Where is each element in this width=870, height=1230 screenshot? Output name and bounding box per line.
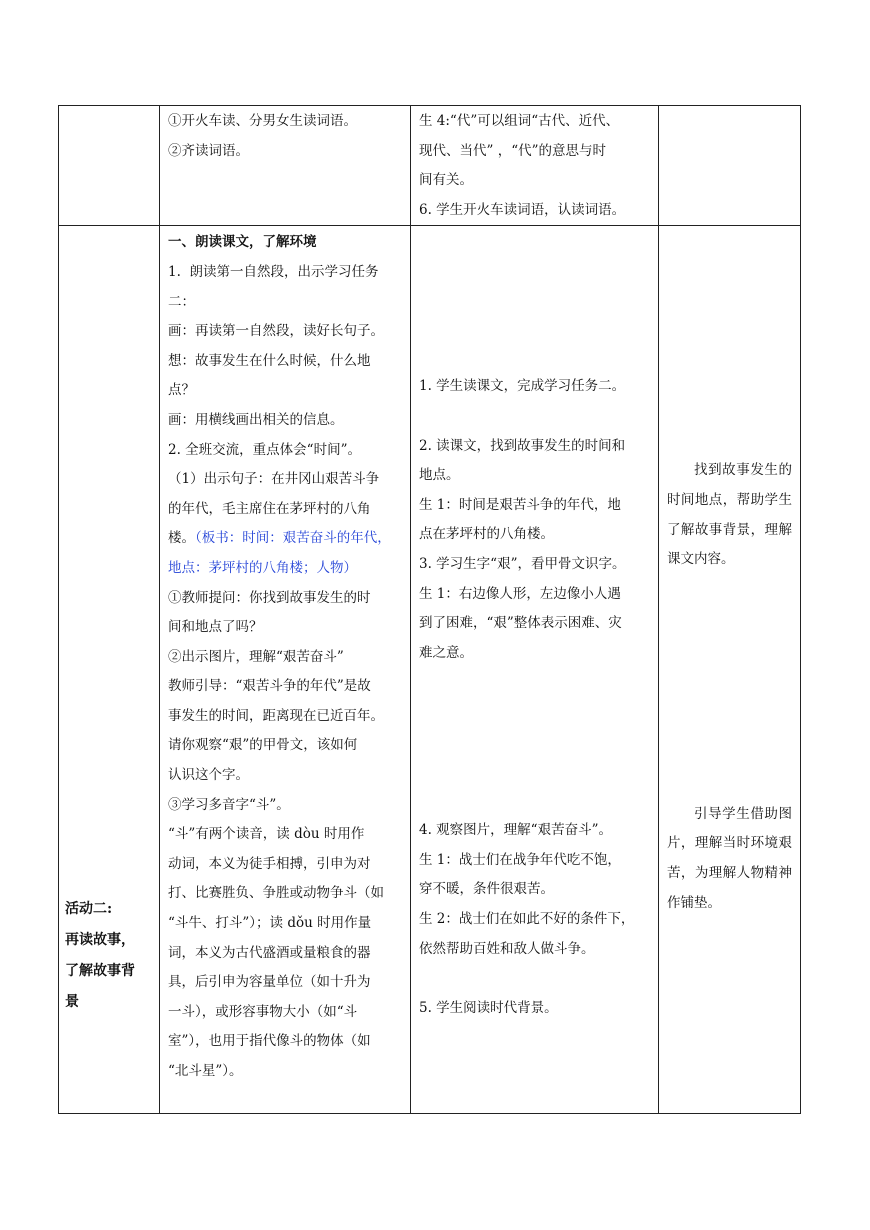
text-line: 5. 学生阅读时代背景。 [419,999,558,1016]
text-line: 想：故事发生在什么时候，什么地 [168,352,371,369]
text-line: 到了困难，“艰”整体表示困难、灾 [419,615,622,632]
text-line: 1. 学生读课文，完成学习任务二。 [419,378,626,395]
text-line: 生 1：右边像人形，左边像小人遇 [419,585,621,602]
text-line: ②齐读词语。 [168,142,249,159]
student-activity-cell [411,226,659,1114]
text-line: 间有关。 [419,172,473,189]
text-line: 1. 朗读第一自然段，出示学习任务 [168,263,379,280]
text-line [168,524,403,554]
text-line: ③学习多音字“斗”。 [168,796,290,813]
text-line: 生 1：时间是艰苦斗争的年代，地 [419,496,621,513]
text-line: 地点。 [419,467,460,484]
spacer [419,964,651,994]
text-line: 具，后引申为容量单位（如十升为 [168,974,371,991]
activity-title: 景 [65,994,79,1011]
board-note: 地点：茅坪村的八角楼；人物） [168,559,357,576]
text-line: 2. 读课文，找到故事发生的时间和 [419,437,626,454]
text-line: “斗牛、打斗”）；读 dǒu 时用作量 [168,915,372,932]
text-line: 难之意。 [419,644,473,661]
text-line: 点在茅坪村的八角楼。 [419,526,554,543]
student-activity-cell [411,106,659,226]
text-line: 画：用横线画出相关的信息。 [168,411,344,428]
text-line: 依然帮助百姓和敌人做斗争。 [419,940,595,957]
text-line: 生 1：战士们在战争年代吃不饱， [419,851,621,868]
teacher-activity-cell [160,106,411,226]
text-line: 二： [168,293,195,310]
text-line: 2. 全班交流，重点体会“时间”。 [168,441,361,458]
text-line: 教师引导：“艰苦斗争的年代”是故 [168,678,371,695]
section-heading: 一、朗读课文，了解环境 [168,234,317,251]
spacer [419,728,651,758]
text-line: 打、比赛胜负、争胜或动物争斗（如 [168,885,384,902]
text-fragment: 楼。 [168,530,195,547]
text-line: 生 2：战士们在如此不好的条件下， [419,911,635,928]
text-line: 3. 学习生字“艰”，看甲骨文识字。 [419,555,626,572]
text-line: 请你观察“艰”的甲骨文，该如何 [168,737,358,754]
lesson-plan-table [58,105,801,1114]
text-line: 间和地点了吗？ [168,619,263,636]
design-intent-cell [659,226,801,1114]
design-intent-cell [659,106,801,226]
spacer [419,402,651,432]
text-line: 4. 观察图片，理解“艰苦奋斗”。 [419,822,612,839]
text-line: 事发生的时间，距离现在已近百年。 [168,707,384,724]
text-line: 生 4:“代”可以组词“古代、近代、 [419,113,620,129]
design-intent-text: 找到故事发生的时间地点，帮助学生了解故事背景，理解课文内容。 [667,462,792,568]
text-line: “斗”有两个读音，读 dòu 时用作 [168,826,365,843]
activity-label: 活动二: [65,901,113,918]
text-line: ①教师提问：你找到故事发生的时 [168,589,371,606]
text-line: 动词，本义为徒手相搏，引申为对 [168,855,371,872]
text-line: 画：再读第一自然段，读好长句子。 [168,323,384,340]
text-line: 认识这个字。 [168,767,249,784]
text-line: 一斗），或形容事物大小（如“斗 [168,1003,358,1020]
activity-cell [59,226,160,1114]
activity-title: 了解故事背 [65,963,135,980]
table-row [59,106,801,226]
teacher-activity-cell [160,226,411,1114]
spacer [419,668,651,698]
board-note: （板书：时间：艰苦奋斗的年代， [195,530,391,547]
spacer [419,698,651,728]
text-line: 点？ [168,382,195,399]
activity-cell-empty [59,106,160,226]
text-line: ②出示图片，理解“艰苦奋斗” [168,648,344,665]
text-line: 的年代，毛主席住在茅坪村的八角 [168,500,371,517]
text-line: 室”），也用于指代像斗的物体（如 [168,1033,371,1050]
text-line: （1）出示句子：在井冈山艰苦斗争 [168,471,380,488]
text-line: 现代、当代” ，“代”的意思与时 [419,142,606,159]
activity-title: 再读故事， [65,932,135,949]
text-line: 6. 学生开火车读词语，认读词语。 [419,201,626,218]
text-line: 穿不暖，条件很艰苦。 [419,881,554,898]
spacer [419,757,651,787]
text-line: ①开火车读、分男女生读词语。 [168,113,357,129]
design-intent-text: 引导学生借助图片，理解当时环境艰苦，为理解人物精神作铺垫。 [667,805,792,911]
text-line: 词，本义为古代盛酒或量粮食的器 [168,944,371,961]
table-row [59,226,801,1114]
text-line: “北斗星”）。 [168,1063,243,1079]
spacer [419,787,651,817]
